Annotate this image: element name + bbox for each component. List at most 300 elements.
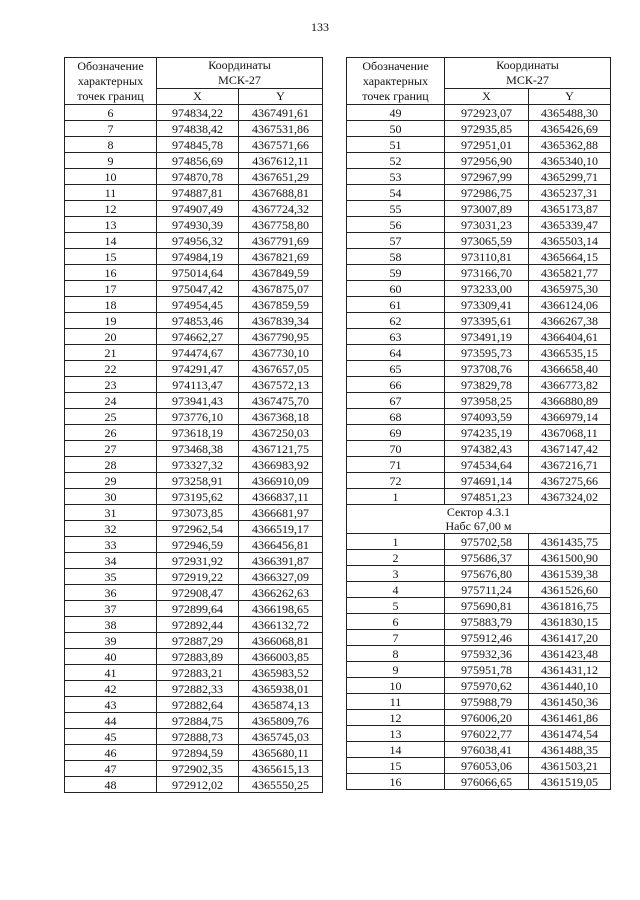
table-row [65,121,323,137]
table-row [65,313,323,329]
y-coordinate: 4367651,29 [239,169,323,185]
x-coordinate: 976066,65 [445,774,529,790]
x-coordinate: 972888,73 [157,729,239,745]
y-coordinate: 4365680,11 [239,745,323,761]
point-number: 22 [65,361,157,377]
point-number: 64 [347,345,445,361]
point-number: 69 [347,425,445,441]
point-number: 48 [65,777,157,793]
table-row [347,614,611,630]
point-number: 70 [347,441,445,457]
table-row [65,697,323,713]
x-coordinate: 975690,81 [445,598,529,614]
point-number: 3 [347,566,445,582]
x-coordinate: 972951,01 [445,137,529,153]
y-column-header: Y [239,89,323,105]
x-coordinate: 976022,77 [445,726,529,742]
y-coordinate: 4366535,15 [529,345,611,361]
y-coordinate: 4365488,30 [529,105,611,121]
point-number: 52 [347,153,445,169]
y-coordinate: 4367730,10 [239,345,323,361]
table-row [65,777,323,793]
table-row [347,313,611,329]
right-table-body-bottom [347,534,611,790]
y-coordinate: 4361816,75 [529,598,611,614]
x-column-header: X [157,89,239,105]
x-coordinate: 972884,75 [157,713,239,729]
table-row [347,489,611,505]
point-number: 60 [347,281,445,297]
x-coordinate: 973007,89 [445,201,529,217]
point-number: 9 [347,662,445,678]
y-coordinate: 4367791,69 [239,233,323,249]
point-number: 10 [65,169,157,185]
table-row [65,569,323,585]
x-coordinate: 972882,64 [157,697,239,713]
table-row [65,457,323,473]
y-coordinate: 4367849,59 [239,265,323,281]
point-number: 37 [65,601,157,617]
table-row [347,566,611,582]
y-coordinate: 4367790,95 [239,329,323,345]
x-coordinate: 974838,42 [157,121,239,137]
table-row [347,393,611,409]
y-coordinate: 4367250,03 [239,425,323,441]
table-row [347,329,611,345]
x-coordinate: 972887,29 [157,633,239,649]
point-number: 51 [347,137,445,153]
table-row [65,745,323,761]
x-coordinate: 974113,47 [157,377,239,393]
x-coordinate: 973708,76 [445,361,529,377]
x-coordinate: 973776,10 [157,409,239,425]
y-coordinate: 4367572,13 [239,377,323,393]
table-row [65,617,323,633]
point-number: 8 [65,137,157,153]
point-number: 13 [347,726,445,742]
table-row [65,265,323,281]
point-number: 42 [65,681,157,697]
x-coordinate: 973958,25 [445,393,529,409]
point-number: 61 [347,297,445,313]
x-coordinate: 974845,78 [157,137,239,153]
y-column-header: Y [529,89,611,105]
point-number: 65 [347,361,445,377]
y-coordinate: 4366132,72 [239,617,323,633]
point-number: 66 [347,377,445,393]
point-number: 9 [65,153,157,169]
x-coordinate: 975686,37 [445,550,529,566]
y-coordinate: 4365503,14 [529,233,611,249]
x-column-header: X [445,89,529,105]
y-coordinate: 4361526,60 [529,582,611,598]
x-coordinate: 974851,23 [445,489,529,505]
table-row [347,550,611,566]
point-number: 67 [347,393,445,409]
x-coordinate: 972912,02 [157,777,239,793]
y-coordinate: 4367491,61 [239,105,323,121]
table-row [347,662,611,678]
point-number: 57 [347,233,445,249]
point-number: 59 [347,265,445,281]
y-coordinate: 4367875,07 [239,281,323,297]
x-coordinate: 972923,07 [445,105,529,121]
point-number: 71 [347,457,445,473]
x-coordinate: 976053,06 [445,758,529,774]
x-coordinate: 975970,62 [445,678,529,694]
y-coordinate: 4367688,81 [239,185,323,201]
point-number: 27 [65,441,157,457]
y-coordinate: 4361435,75 [529,534,611,550]
left-table-body [65,105,323,793]
y-coordinate: 4365975,30 [529,281,611,297]
point-number: 33 [65,537,157,553]
point-number: 49 [347,105,445,121]
y-coordinate: 4366880,89 [529,393,611,409]
x-coordinate: 972894,59 [157,745,239,761]
point-number: 58 [347,249,445,265]
table-row [65,345,323,361]
table-row [65,633,323,649]
point-number: 1 [347,534,445,550]
y-coordinate: 4365664,15 [529,249,611,265]
table-row [347,473,611,489]
y-coordinate: 4367531,86 [239,121,323,137]
table-row [347,201,611,217]
table-row [347,774,611,790]
table-row [65,505,323,521]
table-row [347,137,611,153]
y-coordinate: 4366658,40 [529,361,611,377]
y-coordinate: 4366681,97 [239,505,323,521]
y-coordinate: 4366773,82 [529,377,611,393]
table-row [65,761,323,777]
table-row [65,361,323,377]
x-coordinate: 976038,41 [445,742,529,758]
point-number: 50 [347,121,445,137]
y-coordinate: 4367475,70 [239,393,323,409]
table-row [65,105,323,121]
y-coordinate: 4361488,35 [529,742,611,758]
x-coordinate: 973309,41 [445,297,529,313]
x-coordinate: 972892,44 [157,617,239,633]
table-row [347,185,611,201]
x-coordinate: 972956,90 [445,153,529,169]
x-coordinate: 974956,32 [157,233,239,249]
point-designation-header: Обозначение характерных точек границ [65,58,157,105]
x-coordinate: 974834,22 [157,105,239,121]
point-number: 40 [65,649,157,665]
point-number: 24 [65,393,157,409]
y-coordinate: 4367324,02 [529,489,611,505]
x-coordinate: 974954,45 [157,297,239,313]
table-row [347,121,611,137]
point-number: 7 [65,121,157,137]
x-coordinate: 974235,19 [445,425,529,441]
x-coordinate: 972882,33 [157,681,239,697]
x-coordinate: 975014,64 [157,265,239,281]
table-row [347,297,611,313]
y-coordinate: 4366979,14 [529,409,611,425]
point-number: 34 [65,553,157,569]
x-coordinate: 972946,59 [157,537,239,553]
x-coordinate: 973031,23 [445,217,529,233]
x-coordinate: 972883,89 [157,649,239,665]
point-number: 39 [65,633,157,649]
x-coordinate: 974382,43 [445,441,529,457]
table-row [347,726,611,742]
y-coordinate: 4361450,36 [529,694,611,710]
point-number: 26 [65,425,157,441]
table-row [347,694,611,710]
point-number: 11 [347,694,445,710]
x-coordinate: 975047,42 [157,281,239,297]
x-coordinate: 972883,21 [157,665,239,681]
y-coordinate: 4367724,32 [239,201,323,217]
table-row [65,281,323,297]
coordinates-table-left [64,57,323,793]
y-coordinate: 4367216,71 [529,457,611,473]
y-coordinate: 4365983,52 [239,665,323,681]
sector-title: Сектор 4.3.1 [446,505,511,519]
table-row [65,249,323,265]
y-coordinate: 4367839,34 [239,313,323,329]
point-number: 62 [347,313,445,329]
y-coordinate: 4365615,13 [239,761,323,777]
table-row [347,249,611,265]
y-coordinate: 4361830,15 [529,614,611,630]
sector-height: Набс 67,00 м [445,519,512,533]
point-number: 18 [65,297,157,313]
table-row [65,297,323,313]
table-row [65,441,323,457]
table-row [347,582,611,598]
point-number: 17 [65,281,157,297]
point-number: 46 [65,745,157,761]
point-number: 32 [65,521,157,537]
x-coordinate: 974853,46 [157,313,239,329]
x-coordinate: 972931,92 [157,553,239,569]
point-number: 28 [65,457,157,473]
sector-row [347,505,611,534]
point-number: 16 [347,774,445,790]
point-number: 14 [347,742,445,758]
x-coordinate: 972967,99 [445,169,529,185]
point-number: 31 [65,505,157,521]
table-row [347,361,611,377]
y-coordinate: 4365938,01 [239,681,323,697]
y-coordinate: 4367859,59 [239,297,323,313]
point-number: 6 [347,614,445,630]
y-coordinate: 4365550,25 [239,777,323,793]
point-designation-header: Обозначение характерных точек границ [347,58,445,105]
point-number: 45 [65,729,157,745]
x-coordinate: 974930,39 [157,217,239,233]
table-row [65,585,323,601]
point-number: 38 [65,617,157,633]
y-coordinate: 4366519,17 [239,521,323,537]
table-row [347,457,611,473]
y-coordinate: 4367147,42 [529,441,611,457]
y-coordinate: 4365874,13 [239,697,323,713]
x-coordinate: 974907,49 [157,201,239,217]
table-row [65,601,323,617]
point-number: 23 [65,377,157,393]
table-row [347,281,611,297]
point-number: 36 [65,585,157,601]
x-coordinate: 975676,80 [445,566,529,582]
table-row [347,678,611,694]
table-row [65,489,323,505]
y-coordinate: 4361519,05 [529,774,611,790]
y-coordinate: 4365299,71 [529,169,611,185]
x-coordinate: 975951,78 [445,662,529,678]
point-number: 25 [65,409,157,425]
table-row [347,265,611,281]
y-coordinate: 4367571,66 [239,137,323,153]
x-coordinate: 973327,32 [157,457,239,473]
table-row [347,105,611,121]
point-number: 5 [347,598,445,614]
point-number: 72 [347,473,445,489]
x-coordinate: 973468,38 [157,441,239,457]
table-row [347,646,611,662]
y-coordinate: 4361423,48 [529,646,611,662]
x-coordinate: 974984,19 [157,249,239,265]
table-row [65,553,323,569]
y-coordinate: 4367612,11 [239,153,323,169]
x-coordinate: 974870,78 [157,169,239,185]
y-coordinate: 4366262,63 [239,585,323,601]
y-coordinate: 4365745,03 [239,729,323,745]
table-row [65,153,323,169]
y-coordinate: 4366983,92 [239,457,323,473]
x-coordinate: 973233,00 [445,281,529,297]
point-number: 44 [65,713,157,729]
y-coordinate: 4365339,47 [529,217,611,233]
point-number: 55 [347,201,445,217]
y-coordinate: 4365426,69 [529,121,611,137]
table-row [347,345,611,361]
table-row [347,710,611,726]
y-coordinate: 4365173,87 [529,201,611,217]
y-coordinate: 4361539,38 [529,566,611,582]
table-row [347,233,611,249]
x-coordinate: 973166,70 [445,265,529,281]
table-row [65,217,323,233]
coordinates-header: Координаты МСК-27 [445,58,611,89]
x-coordinate: 976006,20 [445,710,529,726]
point-number: 56 [347,217,445,233]
x-coordinate: 973258,91 [157,473,239,489]
point-number: 20 [65,329,157,345]
y-coordinate: 4367068,11 [529,425,611,441]
y-coordinate: 4365362,88 [529,137,611,153]
table-row [65,713,323,729]
table-row [65,473,323,489]
x-coordinate: 972962,54 [157,521,239,537]
point-number: 12 [65,201,157,217]
y-coordinate: 4365237,31 [529,185,611,201]
point-number: 10 [347,678,445,694]
coordinates-header: Координаты МСК-27 [157,58,323,89]
point-number: 43 [65,697,157,713]
x-coordinate: 975702,58 [445,534,529,550]
y-coordinate: 4361474,54 [529,726,611,742]
point-number: 19 [65,313,157,329]
x-coordinate: 974291,47 [157,361,239,377]
x-coordinate: 973073,85 [157,505,239,521]
point-number: 47 [65,761,157,777]
y-coordinate: 4366327,09 [239,569,323,585]
table-row [65,729,323,745]
x-coordinate: 973395,61 [445,313,529,329]
table-row [347,377,611,393]
x-coordinate: 973065,59 [445,233,529,249]
y-coordinate: 4366391,87 [239,553,323,569]
table-row [65,137,323,153]
point-number: 1 [347,489,445,505]
table-row [347,441,611,457]
point-number: 6 [65,105,157,121]
table-row [65,169,323,185]
y-coordinate: 4361503,21 [529,758,611,774]
x-coordinate: 975912,46 [445,630,529,646]
x-coordinate: 974691,14 [445,473,529,489]
point-number: 11 [65,185,157,201]
x-coordinate: 973618,19 [157,425,239,441]
table-row [347,169,611,185]
y-coordinate: 4361500,90 [529,550,611,566]
y-coordinate: 4367368,18 [239,409,323,425]
x-coordinate: 972986,75 [445,185,529,201]
y-coordinate: 4361440,10 [529,678,611,694]
table-row [65,649,323,665]
table-row [347,534,611,550]
x-coordinate: 974887,81 [157,185,239,201]
table-row [347,153,611,169]
y-coordinate: 4367121,75 [239,441,323,457]
y-coordinate: 4366124,06 [529,297,611,313]
table-row [347,598,611,614]
y-coordinate: 4365809,76 [239,713,323,729]
table-row [65,537,323,553]
table-row [65,201,323,217]
table-row [65,233,323,249]
y-coordinate: 4361461,86 [529,710,611,726]
point-number: 53 [347,169,445,185]
table-row [65,393,323,409]
table-row [65,377,323,393]
y-coordinate: 4366198,65 [239,601,323,617]
x-coordinate: 975932,36 [445,646,529,662]
x-coordinate: 972935,85 [445,121,529,137]
x-coordinate: 973829,78 [445,377,529,393]
y-coordinate: 4367821,69 [239,249,323,265]
y-coordinate: 4365340,10 [529,153,611,169]
table-row [347,758,611,774]
table-row [65,521,323,537]
right-table-body-top [347,105,611,505]
x-coordinate: 973595,73 [445,345,529,361]
x-coordinate: 975883,79 [445,614,529,630]
x-coordinate: 973110,81 [445,249,529,265]
y-coordinate: 4366267,38 [529,313,611,329]
point-number: 63 [347,329,445,345]
point-number: 13 [65,217,157,233]
sector-header [347,505,611,534]
y-coordinate: 4361417,20 [529,630,611,646]
